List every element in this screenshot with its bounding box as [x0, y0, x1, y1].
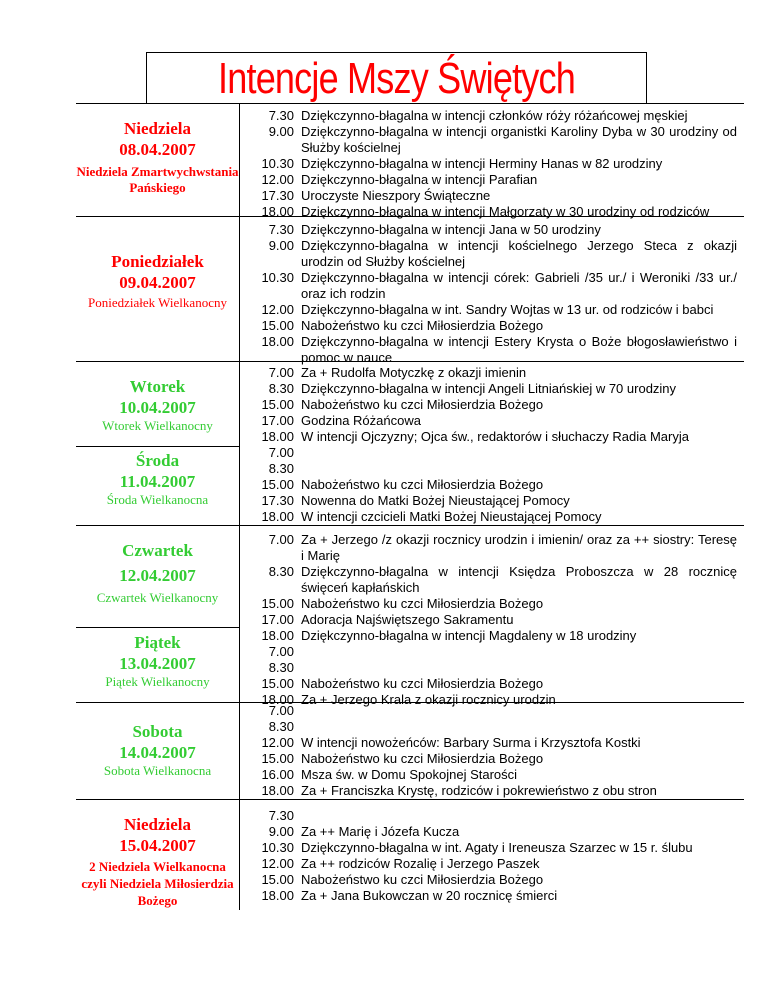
- mass-entry: 8.30: [268, 660, 294, 675]
- day-date: 11.04.2007: [119, 472, 196, 491]
- mass-entry: 12.00 Za ++ rodziców Rozalię i Jerzego Paszek: [261, 856, 540, 871]
- day-name: Niedziela: [123, 119, 192, 138]
- mass-entry: 7.00 Za + Rudolfa Motyczkę z okazji imienin: [268, 365, 527, 380]
- mass-entry: 18.00 Dziękczynno-błagalna w intencji Magdaleny w 18 urodziny: [261, 628, 637, 643]
- mass-entry: 10.30 Dziękczynno-błagalna w int. Agaty i Ireneusza Szarzec w 15 r. ślubu: [261, 840, 693, 855]
- mass-entry: 18.00 Za + Jerzego Krala z okazji rocznicy urodzin: [261, 692, 556, 707]
- title-box: [146, 52, 647, 104]
- day-date: 13.04.2007: [119, 654, 196, 673]
- mass-entry: 17.30 Uroczyste Nieszpory Świąteczne: [261, 188, 491, 203]
- mass-entry: 18.00 Za + Jana Bukowczan w 20 rocznicę śmierci: [261, 888, 558, 903]
- day-subtitle: Niedziela Zmartwychwstania Pańskiego: [76, 164, 239, 195]
- day-cell: [76, 217, 239, 361]
- day-block-czwartek: [76, 540, 239, 606]
- day-name: Czwartek: [122, 541, 193, 560]
- day-cell: [76, 362, 239, 525]
- mass-entry: 8.30: [268, 719, 294, 734]
- day-cell: [76, 703, 239, 799]
- mass-entry: 7.00: [268, 703, 294, 718]
- day-subtitle: Czwartek Wielkanocny: [96, 590, 219, 605]
- page-title: Intencje Mszy Świętych: [218, 54, 575, 103]
- day-row: [76, 526, 744, 707]
- day-cell: [76, 800, 239, 910]
- mass-entry: 18.00 Dziękczynno-błagalna w intencji Małgorzaty w 30 urodziny od rodziców: [261, 204, 710, 219]
- day-subtitle: Sobota Wielkanocna: [103, 763, 212, 778]
- mass-entry: 12.00 W intencji nowożeńców: Barbary Surma i Krzysztofa Kostki: [261, 735, 641, 750]
- day-date: 10.04.2007: [119, 398, 196, 417]
- mass-entry: 15.00 Nabożeństwo ku czci Miłosierdzia Bożego: [261, 751, 544, 766]
- mass-entry: 12.00 Dziękczynno-błagalna w int. Sandry Wojtas w 13 ur. od rodziców i babci: [261, 302, 714, 317]
- day-row: [76, 104, 744, 217]
- mass-entry: 18.00 W intencji czcicieli Matki Bożej Nieustającej Pomocy: [261, 509, 602, 524]
- day-subtitle: Piątek Wielkanocny: [105, 674, 210, 689]
- mass-entry: 18.00 Dziękczynno-błagalna w intencji Estery Krysta o Boże błogosławieństwo i pomoc w nauce: [261, 334, 737, 365]
- mass-entry: 15.00 Nabożeństwo ku czci Miłosierdzia Bożego: [261, 676, 544, 691]
- mass-entry: 15.00 Nabożeństwo ku czci Miłosierdzia Bożego: [261, 318, 544, 333]
- mass-entry: 10.30 Dziękczynno-błagalna w intencji córek: Gabrieli /35 ur./ i Weroniki /33 ur./ oraz ich rodzin: [261, 270, 737, 301]
- day-date: 08.04.2007: [119, 140, 196, 159]
- mass-entry: 8.30 Dziękczynno-błagalna w intencji Księdza Proboszcza w 28 rocznicę święceń kapłańskich: [268, 564, 737, 595]
- mass-entry: 17.00 Godzina Różańcowa: [261, 413, 421, 428]
- day-row: [76, 362, 744, 526]
- day-row: [76, 217, 744, 365]
- mass-entry: 15.00 Nabożeństwo ku czci Miłosierdzia Bożego: [261, 872, 544, 887]
- day-date: 12.04.2007: [119, 566, 196, 585]
- mass-entry: 18.00 W intencji Ojczyzny; Ojca św., redaktorów i słuchaczy Radia Maryja: [261, 429, 689, 444]
- mass-entry: 18.00 Za + Franciszka Krystę, rodziców i pokrewieństwo z obu stron: [261, 783, 657, 798]
- mass-entry: 10.30 Dziękczynno-błagalna w intencji Herminy Hanas w 82 urodziny: [261, 156, 663, 171]
- day-subtitle: Wtorek Wielkanocny: [102, 418, 213, 433]
- mass-entry: 12.00 Dziękczynno-błagalna w intencji Parafian: [261, 172, 538, 187]
- mass-entry: 7.30: [268, 808, 294, 823]
- mass-entry: 9.00 Za ++ Marię i Józefa Kucza: [268, 824, 460, 839]
- mass-entry: 7.00: [268, 644, 294, 659]
- mass-entry: 15.00 Nabożeństwo ku czci Miłosierdzia Bożego: [261, 596, 544, 611]
- day-subtitle: Poniedziałek Wielkanocny: [88, 295, 227, 310]
- mass-entry: 17.00 Adoracja Najświętszego Sakramentu: [261, 612, 514, 627]
- day-row: [76, 800, 744, 910]
- mass-entry: 8.30 Dziękczynno-błagalna w intencji Angeli Litniańskiej w 70 urodziny: [268, 381, 677, 396]
- day-name: Niedziela: [123, 815, 192, 834]
- mass-entry: 7.30 Dziękczynno-błagalna w intencji Jana w 50 urodziny: [268, 222, 601, 237]
- mass-entry: 7.00: [268, 445, 294, 460]
- mass-entry: 15.00 Nabożeństwo ku czci Miłosierdzia Bożego: [261, 477, 544, 492]
- day-block-sroda: [76, 450, 239, 508]
- mass-entry: 9.00 Dziękczynno-błagalna w intencji kościelnego Jerzego Steca z okazji urodzin od Służby kościelnej: [268, 238, 737, 269]
- schedule-table: [76, 103, 744, 910]
- mass-entry: 17.30 Nowenna do Matki Bożej Nieustającej Pomocy: [261, 493, 570, 508]
- day-date: 15.04.2007: [119, 836, 196, 855]
- day-cell: [76, 104, 239, 216]
- day-date: 14.04.2007: [119, 743, 196, 762]
- day-block-piatek: [76, 632, 239, 690]
- mass-entry: 15.00 Nabożeństwo ku czci Miłosierdzia Bożego: [261, 397, 544, 412]
- day-subtitle: Środa Wielkanocna: [106, 492, 209, 507]
- day-row: [76, 703, 744, 800]
- mass-entry: 8.30: [268, 461, 294, 476]
- day-block-wtorek: [76, 376, 239, 434]
- day-name: Środa: [135, 451, 180, 470]
- mass-entry: 9.00 Dziękczynno-błagalna w intencji organistki Karoliny Dyba w 30 urodziny od Służby kościelnej: [268, 124, 737, 155]
- day-name: Piątek: [134, 633, 181, 652]
- day-date: 09.04.2007: [119, 273, 196, 292]
- day-cell: [76, 526, 239, 702]
- day-subtitle: 2 Niedziela Wielkanocna czyli Niedziela Miłosierdzia Bożego: [81, 859, 234, 908]
- mass-entry: 7.00 Za + Jerzego /z okazji rocznicy urodzin i imienin/ oraz za ++ siostry: Teresę i Marię: [268, 532, 737, 563]
- mass-entry: 16.00 Msza św. w Domu Spokojnej Starości: [261, 767, 518, 782]
- mass-entry: 7.30 Dziękczynno-błagalna w intencji członków róży różańcowej męskiej: [268, 108, 688, 123]
- day-name: Poniedziałek: [111, 252, 204, 271]
- day-name: Wtorek: [129, 377, 186, 396]
- day-name: Sobota: [132, 722, 183, 741]
